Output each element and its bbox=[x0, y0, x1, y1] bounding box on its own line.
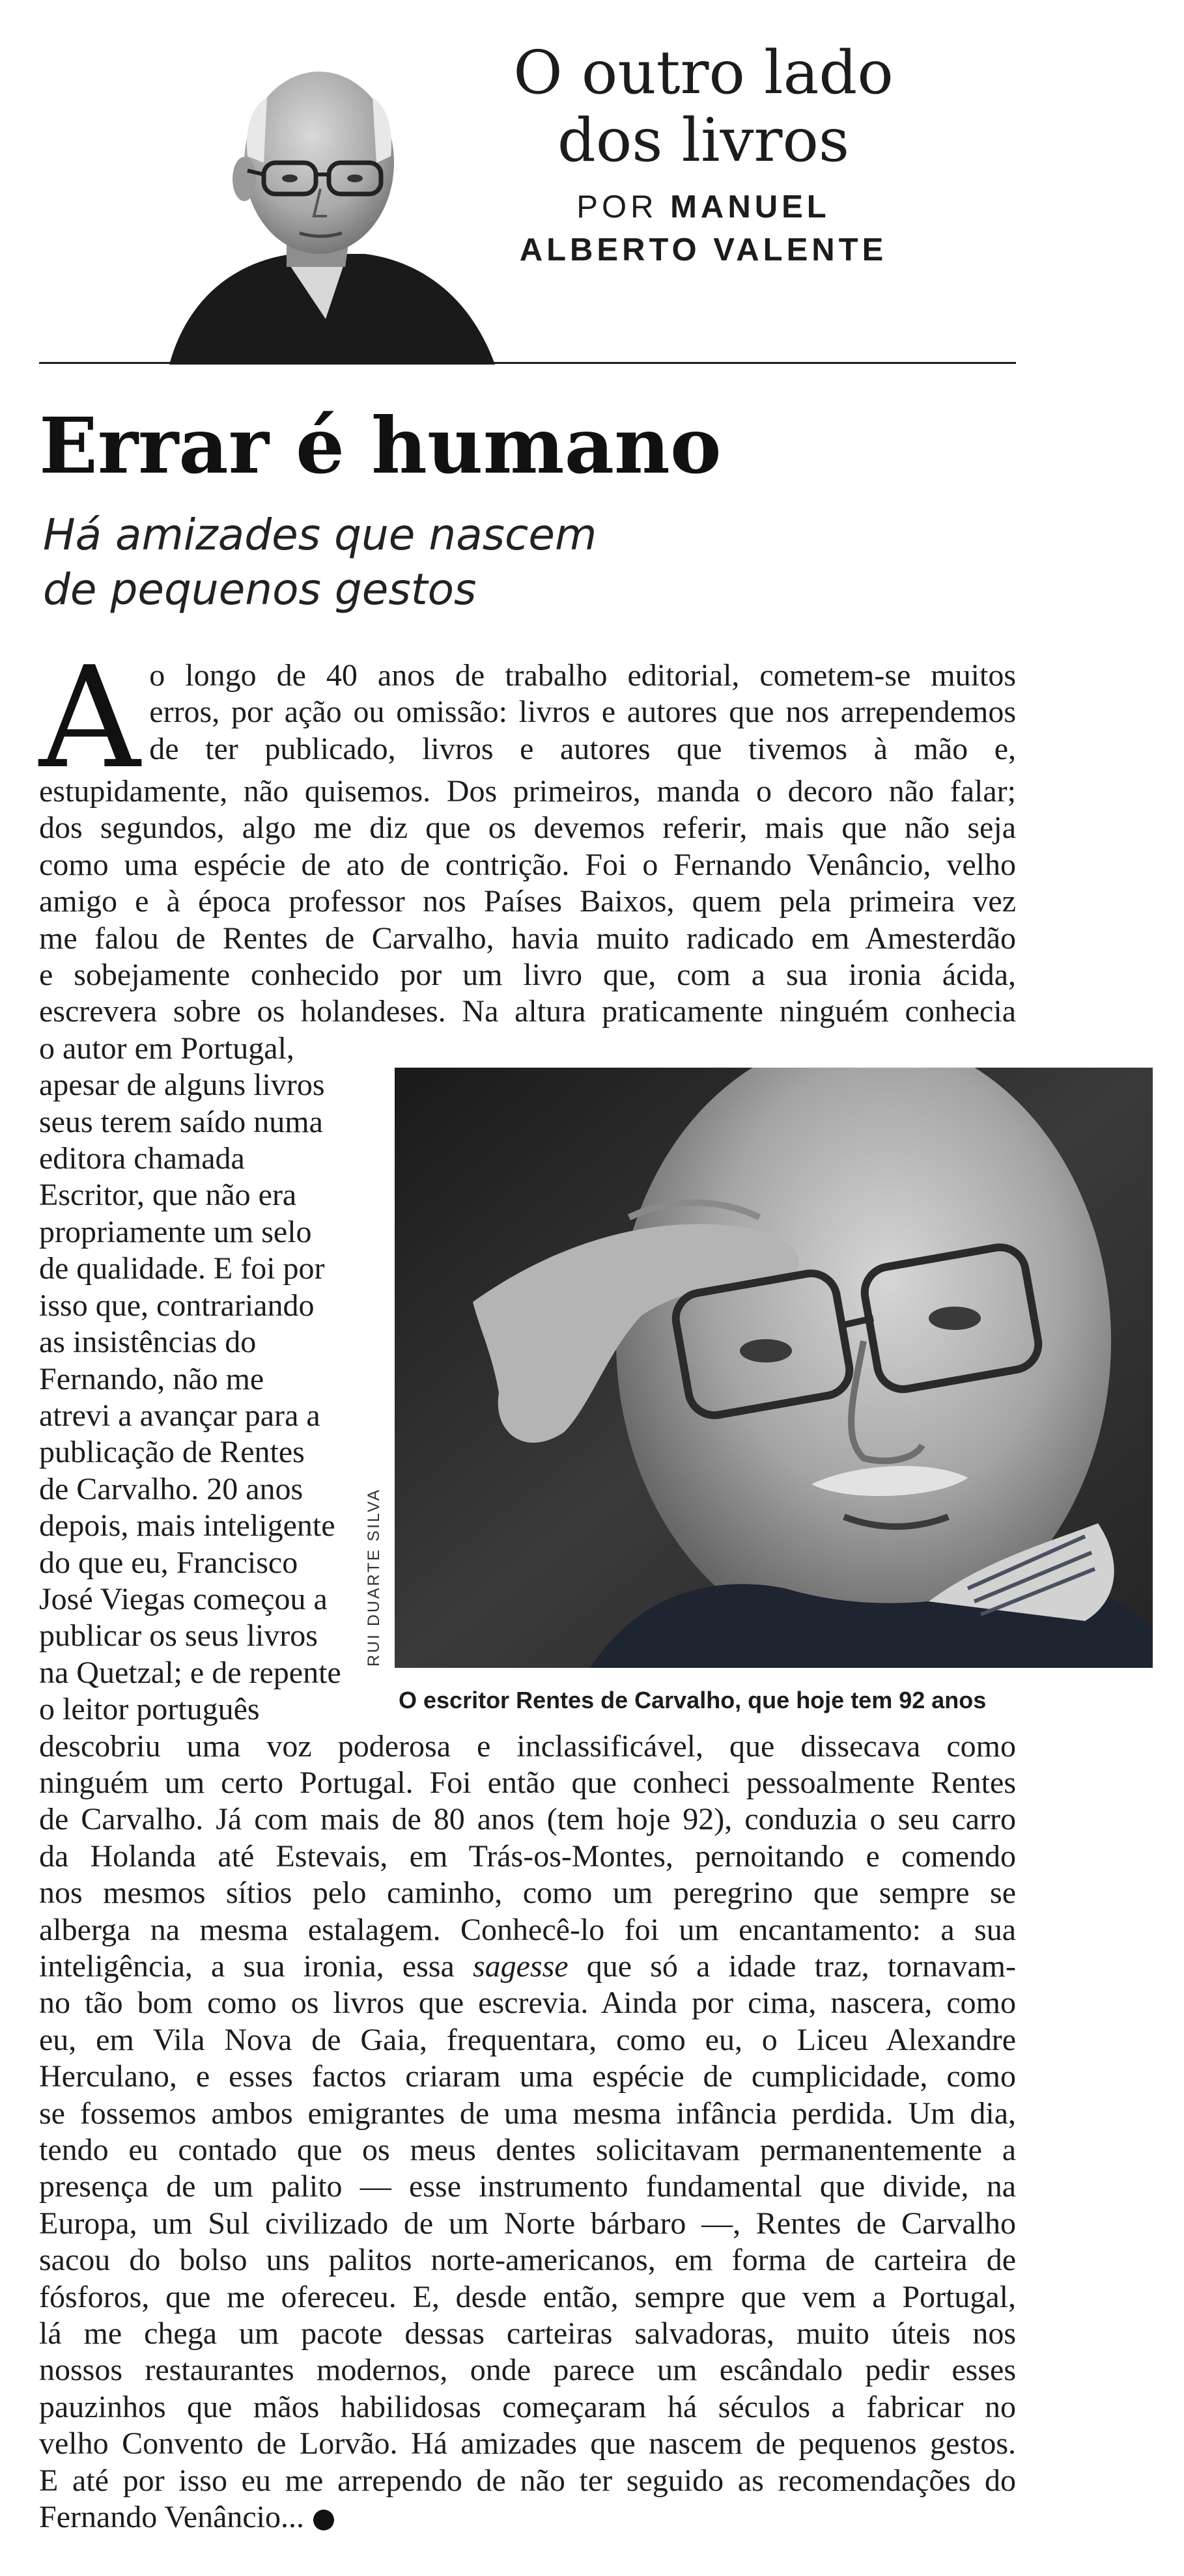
body-line: propriamente um selo bbox=[39, 1214, 312, 1249]
body-line: lá me chega um pacote dessas carteiras salvadoras, muito úteis nos bbox=[39, 2316, 1016, 2351]
body-line: na Quetzal; e de repente bbox=[39, 1655, 341, 1690]
body-line: E até por isso eu me arrependo de não ter seguido as recomendações do bbox=[39, 2463, 1016, 2498]
body-line: se fossemos ambos emigrantes de uma mesma infância perdida. Um dia, bbox=[39, 2096, 1016, 2131]
body-line: publicar os seus livros bbox=[39, 1618, 318, 1654]
body-line: ninguém um certo Portugal. Foi então que conheci pessoalmente Rentes bbox=[39, 1765, 1016, 1800]
body-line: descobriu uma voz poderosa e inclassificável, que dissecava como bbox=[39, 1728, 1016, 1764]
body-line-sagesse bbox=[39, 1948, 1016, 1985]
sagesse-before: inteligência, a sua ironia, essa bbox=[39, 1949, 473, 1984]
body-line: as insistências do bbox=[39, 1325, 257, 1360]
body-line: me falou de Rentes de Carvalho, havia muito radicado em Amesterdão bbox=[39, 921, 1016, 956]
body-line: eu, em Vila Nova de Gaia, frequentara, como eu, o Liceu Alexandre bbox=[39, 2022, 1016, 2057]
last-line-text: Fernando Venâncio... bbox=[39, 2500, 305, 2535]
body-line: velho Convento de Lorvão. Há amizades que nascem de pequenos gestos. bbox=[39, 2426, 1016, 2461]
body-line: isso que, contrariando bbox=[39, 1288, 315, 1323]
body-line: apesar de alguns livros bbox=[39, 1068, 325, 1103]
body-line: do que eu, Francisco bbox=[39, 1545, 298, 1580]
body-line: José Viegas começou a bbox=[39, 1581, 328, 1616]
byline-lead: POR bbox=[576, 189, 658, 225]
column-title-line1: O outro lado bbox=[513, 38, 894, 107]
header-divider bbox=[39, 362, 1016, 364]
body-line: da Holanda até Estevais, em Trás-os-Montes, pernoitando e comendo bbox=[39, 1838, 1016, 1874]
subhead-line2: de pequenos gestos bbox=[43, 564, 477, 615]
photo-caption: O escritor Rentes de Carvalho, que hoje tem 92 anos bbox=[399, 1687, 987, 1713]
body-line: tendo eu contado que os meus dentes solicitavam permanentemente a bbox=[39, 2133, 1016, 2168]
body-line: sacou do bolso uns palitos norte-americanos, em forma de carteira de bbox=[39, 2243, 1016, 2278]
byline bbox=[508, 186, 899, 271]
column-title bbox=[508, 39, 899, 174]
body-line: editora chamada bbox=[39, 1141, 245, 1176]
writer-photo bbox=[395, 1068, 1153, 1668]
body-last-line bbox=[39, 2499, 1016, 2536]
body-line: dos segundos, algo me diz que os devemos referir, mais que não seja bbox=[39, 810, 1016, 846]
body-line: Escritor, que não era bbox=[39, 1178, 297, 1213]
body-line: fósforos, que me ofereceu. E, desde então, sempre que vem a Portugal, bbox=[39, 2279, 1016, 2314]
sagesse-after: que só a idade traz, tornavam- bbox=[568, 1949, 1016, 1984]
end-mark-icon bbox=[313, 2510, 334, 2530]
body-line: no tão bom como os livros que escrevia. Ainda por cima, nascera, como bbox=[39, 1986, 1016, 2021]
body-line: nos mesmos sítios pelo caminho, como um peregrino que sempre se bbox=[39, 1876, 1016, 1911]
subhead-line1: Há amizades que nascem bbox=[43, 510, 597, 560]
body-line: seus terem saído numa bbox=[39, 1104, 323, 1139]
drop-cap: A bbox=[39, 636, 141, 799]
body-line: o leitor português bbox=[39, 1692, 260, 1727]
byline-name-first: MANUEL bbox=[670, 189, 830, 225]
headline: Errar é humano bbox=[39, 400, 722, 491]
body-line: alberga na mesma estalagem. Conhecê-lo foi um encantamento: a sua bbox=[39, 1912, 1016, 1947]
body-line: publicação de Rentes bbox=[39, 1435, 305, 1470]
body-line: e sobejamente conhecido por um livro que, com a sua ironia ácida, bbox=[39, 958, 1016, 993]
sagesse-word: sagesse bbox=[472, 1949, 569, 1984]
body-line: presença de um palito — esse instrumento fundamental que divide, na bbox=[39, 2169, 1016, 2204]
body-line: como uma espécie de ato de contrição. Foi o Fernando Venâncio, velho bbox=[39, 847, 1016, 882]
body-line: amigo e à época professor nos Países Baixos, quem pela primeira vez bbox=[39, 884, 1016, 919]
body-line: de Carvalho. 20 anos bbox=[39, 1471, 303, 1506]
body-line: depois, mais inteligente bbox=[39, 1508, 335, 1544]
body-line: o autor em Portugal, bbox=[39, 1031, 294, 1066]
subhead bbox=[43, 508, 825, 617]
body-line: erros, por ação ou omissão: livros e autores que nos arrependemos bbox=[149, 695, 1016, 730]
photo-credit: RUI DUARTE SILVA bbox=[365, 1488, 383, 1667]
body-narrow-column bbox=[39, 1031, 378, 1728]
body-line: Fernando, não me bbox=[39, 1361, 264, 1396]
body-line: de qualidade. E foi por bbox=[39, 1251, 325, 1286]
body-line: pauzinhos que mãos habilidosas começaram há séculos a fabricar no bbox=[39, 2389, 1016, 2424]
body-line: atrevi a avançar para a bbox=[39, 1398, 320, 1433]
byline-name-last: ALBERTO VALENTE bbox=[519, 232, 888, 268]
column-title-line2: dos livros bbox=[557, 105, 850, 175]
body-line: nossos restaurantes modernos, onde parece um escândalo pedir esses bbox=[39, 2353, 1016, 2388]
body-line: de ter publicado, livros e autores que tivemos à mão e, bbox=[149, 731, 1016, 766]
body-line: o longo de 40 anos de trabalho editorial, cometem-se muitos bbox=[149, 658, 1016, 693]
body-line: estupidamente, não quisemos. Dos primeiros, manda o decoro não falar; bbox=[39, 774, 1016, 809]
body-line: Europa, um Sul civilizado de um Norte bárbaro —, Rentes de Carvalho bbox=[39, 2206, 1016, 2241]
body-line: Herculano, e esses factos criaram uma espécie de cumplicidade, como bbox=[39, 2059, 1016, 2094]
body-line: de Carvalho. Já com mais de 80 anos (tem hoje 92), conduzia o seu carro bbox=[39, 1802, 1016, 1837]
body-line: escrevera sobre os holandeses. Na altura praticamente ninguém conhecia bbox=[39, 994, 1016, 1029]
